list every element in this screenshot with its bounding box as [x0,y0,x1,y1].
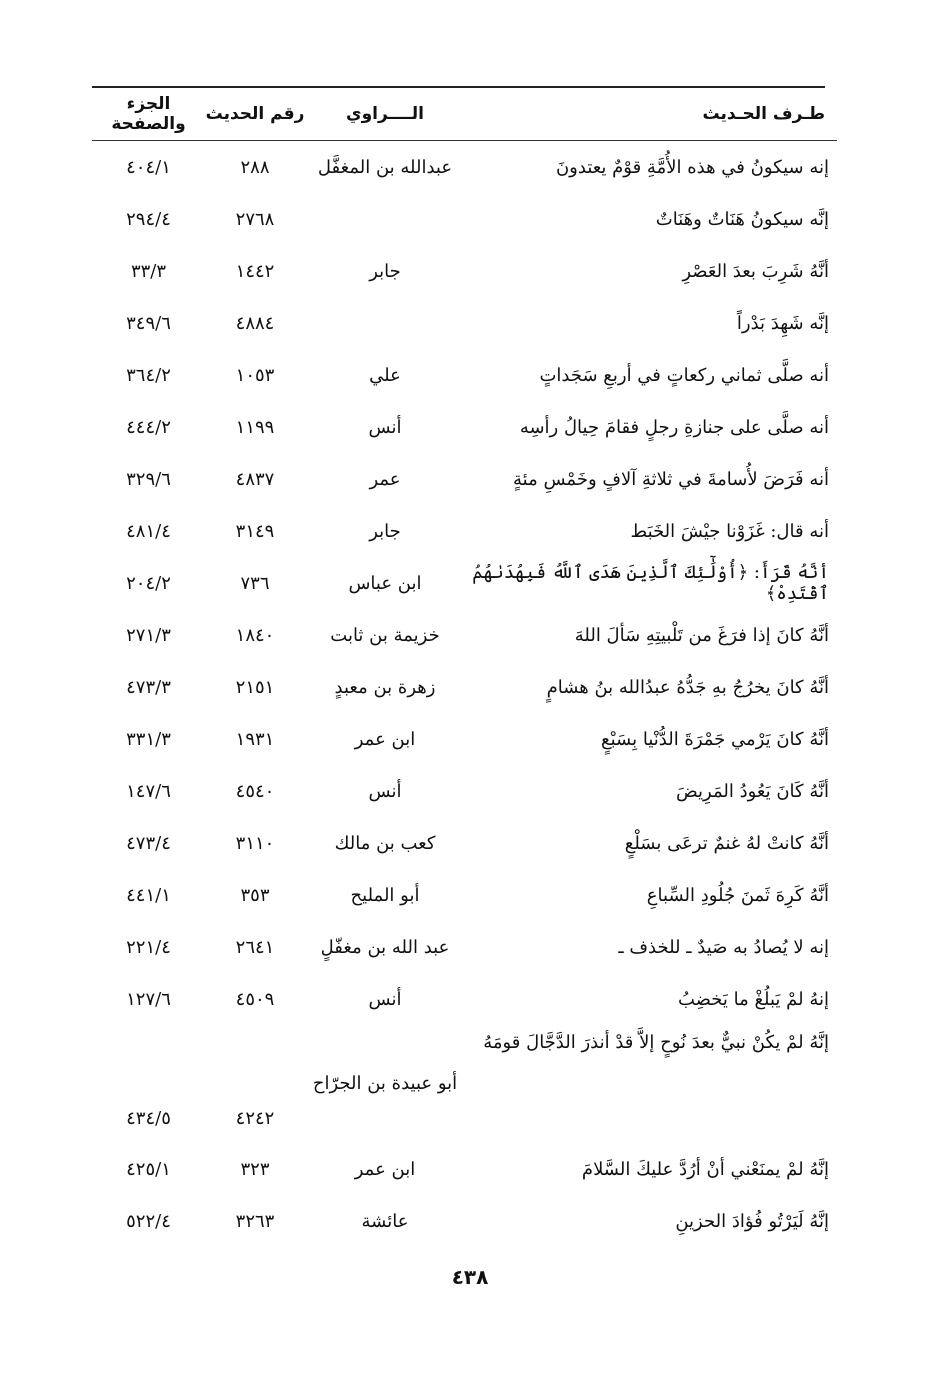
narrator: عبد الله بن مغفّلٍ [320,936,450,958]
hadith-text: أنَّهُ كانتْ لهُ غنمٌ ترعَى بسَلْعٍ [624,832,829,854]
narrator: أبو المليح [350,884,420,906]
hadith-text: إنه لا يُصادُ به صَيدٌ ـ للخذف ـ [618,936,829,958]
table-row [92,401,837,453]
narrator [305,297,465,349]
hadith-text: أنه صلَّى على جنازةِ رجلٍ فقامَ حِيالُ رأسِه [519,416,829,438]
table-row [92,973,837,1025]
hadith-text: أنَّهُ شَرِبَ بعدَ العَصْرِ [682,260,829,282]
narrator [305,193,465,245]
table-row [92,1025,837,1143]
narrator: أنس [368,988,402,1010]
table-row [92,921,837,973]
hadith-number: ٣٥٣ [240,884,270,906]
volume-page: ٤٤٤/٢ [126,416,171,438]
hadith-number: ٣٢٦٣ [235,1210,275,1232]
table-row [92,1143,837,1195]
narrator: أنس [368,416,402,438]
table-row [92,349,837,401]
header-narrator: الــــراوي [305,88,465,141]
hadith-number: ١١٩٩ [235,416,275,438]
table-row [92,505,837,557]
hadith-text: إنه سيكونُ في هذه الأُمَّةِ قوْمٌ يعتدونَ [555,156,829,178]
narrator: ابن عمر [354,728,416,750]
table-row [92,713,837,765]
table-row [92,557,837,609]
header-hadith-number: رقم الحديث [205,88,305,141]
hadith-number: ١٨٤٠ [235,624,275,646]
volume-page: ٢٩٤/٤ [126,208,171,230]
table-row [92,765,837,817]
volume-page: ٢٠٤/٢ [126,572,171,594]
hadith-number: ٢٧٦٨ [235,208,275,230]
table-row [92,141,837,194]
hadith-text: أنَّهُ كَرِهَ ثَمنَ جُلُودِ السِّباعِ [646,884,829,906]
hadith-number: ٤٨٨٤ [235,312,275,334]
header-volume-page: الجزء والصفحة [92,88,205,141]
volume-page: ١٢٧/٦ [126,988,171,1010]
hadith-number: ٤٨٣٧ [235,468,275,490]
hadith-text: أنَّهُ كَانَ يَعُودُ المَرِيضَ [676,780,829,802]
volume-page: ٤٧٣/٤ [126,832,171,854]
hadith-number: ٢٨٨ [240,156,270,178]
hadith-text: أنَّهُ كانَ يَرْمي جَمْرَةَ الدُّنْيا بِسَبْعٍ [601,728,829,750]
volume-page: ٤٠٤/١ [126,156,171,178]
volume-page: ٣٦٤/٢ [126,364,171,386]
narrator: زهرة بن معبدٍ [334,676,436,698]
hadith-number: ٣١٤٩ [235,520,275,542]
volume-page: ٤٤١/١ [126,884,171,906]
volume-page: ٢٢١/٤ [126,936,171,958]
hadith-text: أنَّهُ قَرَأَ: ﴿أُوْلَٰٓئِكَ ٱلَّذِينَ هَدَى ٱللَّهُ فَبِهُدَىٰهُمُ ٱقْتَدِهْ﴾ [472,562,829,604]
narrator: ابن عباس [348,572,422,594]
hadith-number: ٤٥٠٩ [235,988,275,1010]
hadith-number: ٢٦٤١ [235,936,275,958]
page-number: ٤٣٨ [451,1265,489,1289]
table-row [92,869,837,921]
table-row [92,453,837,505]
volume-page: ٥٢٢/٤ [126,1210,171,1232]
narrator: خزيمة بن ثابت [330,624,440,646]
narrator: كعب بن مالك [334,832,436,854]
table-row [92,817,837,869]
narrator: علي [369,364,401,386]
table-row [92,1195,837,1247]
hadith-number: ٢١٥١ [235,676,275,698]
narrator: عبدالله بن المغفَّل [317,156,453,178]
hadith-number: ٤٢٤٢ [235,1108,275,1129]
hadith-text: أنَّهُ كانَ إذا فرَغَ من تَلْبيتِهِ سَألَ اللهَ [574,624,829,646]
narrator: ابن عمر [354,1158,416,1180]
volume-page: ٤٨١/٤ [126,520,171,542]
hadith-index-table [92,88,837,1247]
volume-page: ٤٣٤/٥ [126,1108,171,1129]
hadith-number: ٧٣٦ [240,572,270,594]
hadith-number: ١٠٥٣ [235,364,275,386]
volume-page: ٣٣١/٣ [126,728,171,750]
hadith-text: أنه فَرَضَ لأُسامةَ في ثلاثةِ آلافٍ وخَمْسِ مئةٍ [513,468,829,490]
header-hadith-text: طـرف الحـديث [465,88,837,141]
hadith-text: أنَّهُ كانَ يخرُجُ بهِ جَدُّهُ عبدُالله بنُ هشامٍ [546,676,829,698]
table-row [92,661,837,713]
table-row [92,297,837,349]
hadith-text: إنَّه شَهِدَ بَدْراً [736,312,829,334]
volume-page: ٣٣/٣ [130,260,167,282]
hadith-number: ١٩٣١ [235,728,275,750]
narrator: جابر [369,520,401,542]
narrator: أبو عبيدة بن الجرّاح [312,1072,458,1094]
volume-page: ٢٧١/٣ [126,624,171,646]
hadith-text: أنه صلَّى ثماني ركعاتٍ في أربعِ سَجَداتٍ [539,364,829,386]
volume-page: ٣٤٩/٦ [126,312,171,334]
narrator: جابر [369,260,401,282]
hadith-text: إنَّهُ لَيَرْتُو فُؤادَ الحزينِ [675,1210,829,1232]
narrator: أنس [368,780,402,802]
hadith-number: ٣٢٣ [240,1158,270,1180]
hadith-text: إنَّهُ لمْ يمنَعْني أنْ أرُدَّ عليكَ السَّلامَ [581,1158,829,1180]
volume-page: ٣٢٩/٦ [126,468,171,490]
table-row [92,193,837,245]
hadith-text: إنَّهُ لمْ يكُنْ نبيٌّ بعدَ نُوحٍ إلاَّ قدْ أنذرَ الدَّجَّالَ قومَهُ [483,1032,829,1053]
volume-page: ١٤٧/٦ [126,780,171,802]
table-row [92,245,837,297]
hadith-text: إنهُ لمْ يَبلُغْ ما يَخضِبُ [677,988,829,1010]
hadith-text: إنَّه سيكونُ هَنَاتٌ وهَنَاتٌ [655,208,829,230]
hadith-number: ١٤٤٢ [235,260,275,282]
table-row [92,609,837,661]
header-row [92,88,837,141]
hadith-text: أنه قال: غَزَوْنا جيْشَ الخَبَط [630,520,829,542]
hadith-number: ٣١١٠ [235,832,275,854]
volume-page: ٤٢٥/١ [126,1158,171,1180]
volume-page: ٤٧٣/٣ [126,676,171,698]
hadith-number: ٤٥٤٠ [235,780,275,802]
narrator: عمر [369,468,401,490]
narrator: عائشة [361,1210,409,1232]
